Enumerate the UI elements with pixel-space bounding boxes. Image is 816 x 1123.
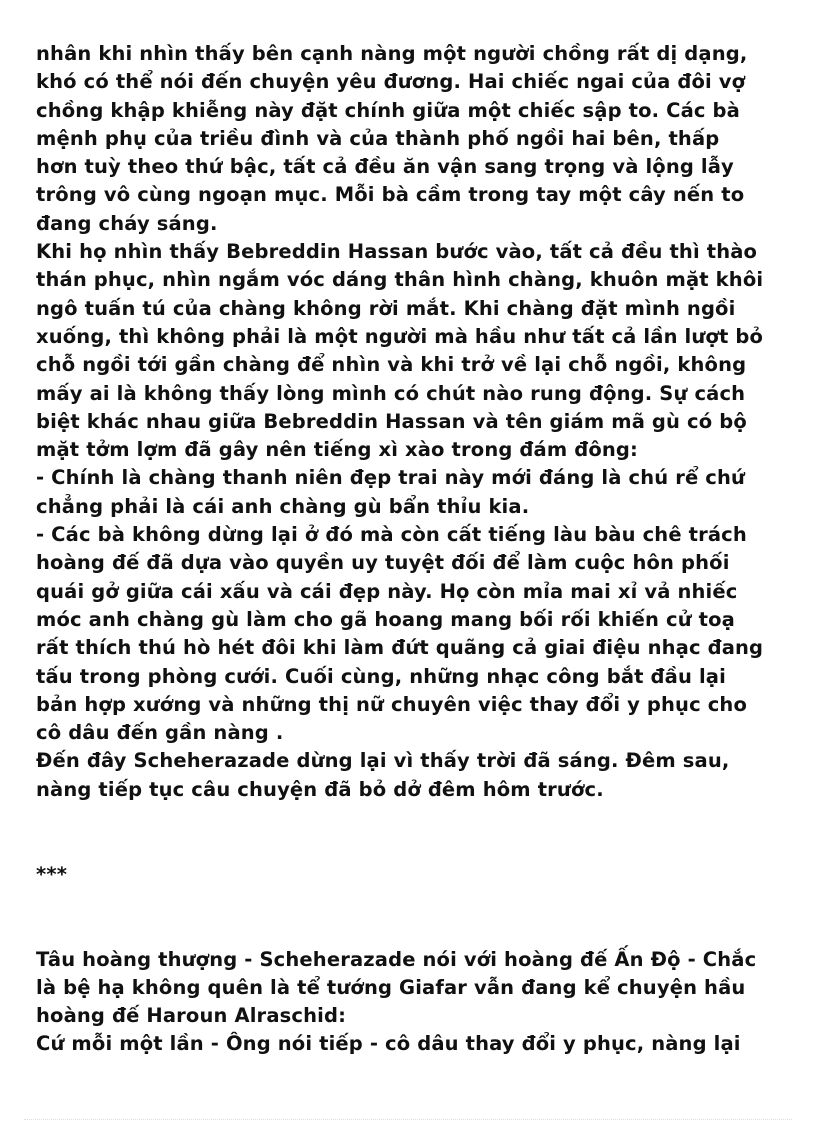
text-line: tấu trong phòng cưới. Cuối cùng, những nhạc công bắt đầu lại [36,664,726,688]
body-text [36,40,796,1059]
page-bottom-edge [24,1119,792,1120]
text-line: cô dâu đến gần nàng . [36,721,284,745]
blank-line [36,917,796,945]
text-line: nàng tiếp tục câu chuyện đã bỏ dở đêm hôm trước. [36,777,604,801]
text-line: chồng khập khiễng này đặt chính giữa một chiếc sập to. Các bà [36,98,740,122]
text-line: quái gở giữa cái xấu và cái đẹp này. Họ còn mỉa mai xỉ vả nhiếc [36,579,738,603]
text-line: chẳng phải là cái anh chàng gù bẩn thỉu kia. [36,494,530,518]
text-line: rất thích thú hò hét đôi khi làm đứt quãng cả giai điệu nhạc đang [36,636,764,660]
text-line: ngô tuấn tú của chàng không rời mắt. Khi chàng đặt mình ngồi [36,296,736,320]
text-line: mấy ai là không thấy lòng mình có chút nào rung động. Sự cách [36,381,746,405]
blank-line [36,832,796,860]
text-line: Tâu hoàng thượng - Scheherazade nói với hoàng đế Ấn Độ - Chắc [36,947,757,971]
text-line: nhân khi nhìn thấy bên cạnh nàng một người chồng rất dị dạng, [36,42,748,65]
text-line: hoàng đế đã dựa vào quyền uy tuyệt đối để làm cuộc hôn phối [36,551,730,575]
text-line: mặt tởm lợm đã gây nên tiếng xì xào trong đám đông: [36,438,638,462]
text-line: Cứ mỗi một lần - Ông nói tiếp - cô dâu thay đổi y phục, nàng lại [36,1032,741,1056]
text-line: khó có thể nói đến chuyện yêu đương. Hai chiếc ngai của đôi vợ [36,70,746,94]
text-line: biệt khác nhau giữa Bebreddin Hassan và tên giám mã gù có bộ [36,409,747,433]
text-line: - Chính là chàng thanh niên đẹp trai này mới đáng là chú rể chứ [36,466,746,490]
text-line: Đến đây Scheherazade dừng lại vì thấy trời đã sáng. Đêm sau, [36,749,730,773]
text-line: - Các bà không dừng lại ở đó mà còn cất tiếng làu bàu chê trách [36,523,747,547]
text-line: chỗ ngồi tới gần chàng để nhìn và khi trở về lại chỗ ngồi, không [36,353,747,377]
text-line: đang cháy sáng. [36,211,218,235]
text-line: xuống, thì không phải là một người mà hầu như tất cả lần lượt bỏ [36,324,764,348]
text-line: móc anh chàng gù làm cho gã hoang mang bối rối khiến cử toạ [36,607,735,631]
text-line: trông vô cùng ngoạn mục. Mỗi bà cầm trong tay một cây nến to [36,183,745,207]
blank-line [36,889,796,917]
text-line: mệnh phụ của triều đình và của thành phố ngồi hai bên, thấp [36,126,720,150]
text-line: là bệ hạ không quên là tể tướng Giafar vẫn đang kể chuyện hầu [36,975,746,999]
text-line: hơn tuỳ theo thứ bậc, tất cả đều ăn vận sang trọng và lộng lẫy [36,155,734,179]
text-line: Khi họ nhìn thấy Bebreddin Hassan bước vào, tất cả đều thì thào [36,240,758,264]
text-line: bản hợp xướng và những thị nữ chuyên việc thay đổi y phục cho [36,692,748,716]
blank-line [36,804,796,832]
text-line: thán phục, nhìn ngắm vóc dáng thân hình chàng, khuôn mặt khôi [36,268,764,292]
text-line: hoàng đế Haroun Alraschid: [36,1004,347,1028]
section-separator: *** [36,862,68,886]
